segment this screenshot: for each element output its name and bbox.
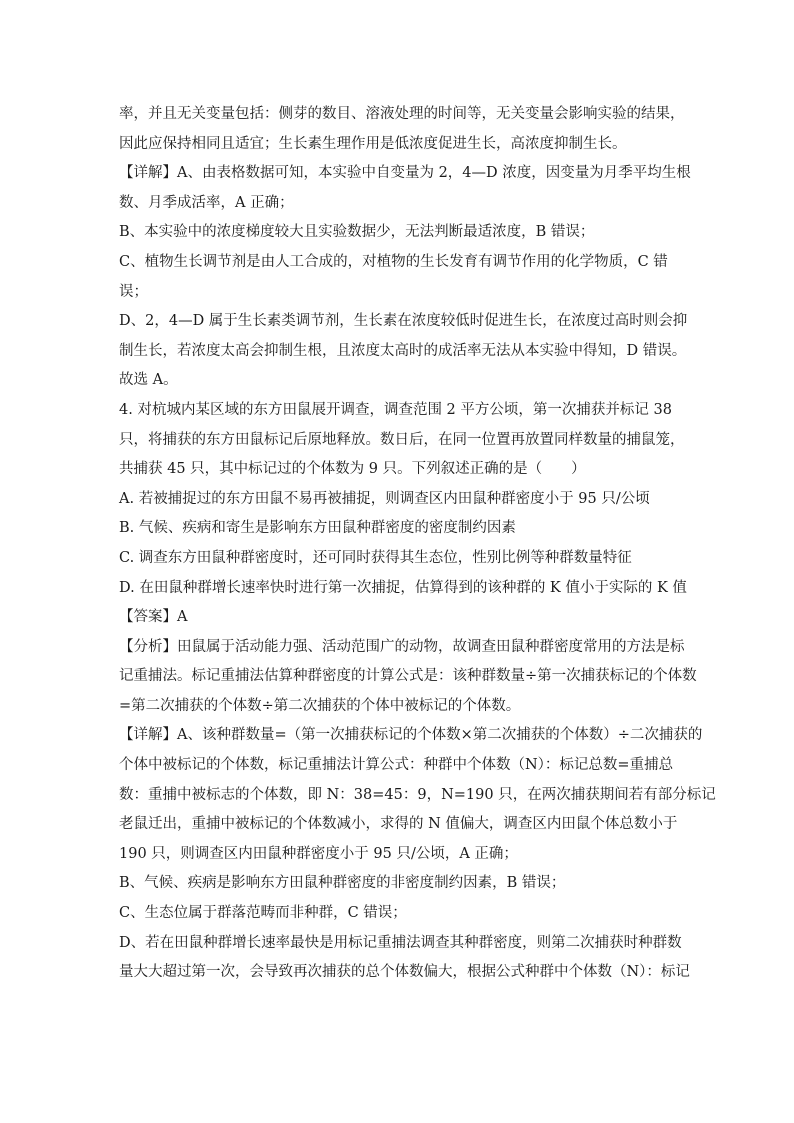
question-4-stem: 共捕获 45 只，其中标记过的个体数为 9 只。下列叙述正确的是（ ） bbox=[119, 461, 586, 478]
text-line: 【详解】A、由表格数据可知，本实验中自变量为 2，4—D 浓度，因变量为月季平均生根 bbox=[119, 165, 691, 182]
question-4-stem: 只，将捕获的东方田鼠标记后原地释放。数日后，在同一位置再放置同样数量的捕鼠笼， bbox=[119, 431, 685, 448]
answer-line: 【答案】A bbox=[119, 609, 188, 626]
text-line: B、本实验中的浓度梯度较大且实验数据少，无法判断最适浓度，B 错误； bbox=[119, 224, 595, 241]
explanation-line: 量大大超过第一次，会导致再次捕获的总个体数偏大，根据公式种群中个体数（N）：标记 bbox=[119, 964, 690, 981]
analysis-line: 记重捕法。标记重捕法估算种群密度的计算公式是：该种群数量÷第一次捕获标记的个体数 bbox=[119, 668, 697, 685]
explanation-line: 个体中被标记的个体数，标记重捕法计算公式：种群中个体数（N）：标记总数=重捕总 bbox=[119, 757, 674, 774]
option-a: A. 若被捕捉过的东方田鼠不易再被捕捉，则调查区内田鼠种群密度小于 95 只/公顷 bbox=[119, 490, 650, 507]
question-4-stem: 4. 对杭城内某区域的东方田鼠展开调查，调查范围 2 平方公顷，第一次捕获并标记 38 bbox=[119, 401, 672, 418]
text-line: 率，并且无关变量包括：侧芽的数目、溶液处理的时间等，无关变量会影响实验的结果， bbox=[119, 106, 685, 122]
explanation-line: D、若在田鼠种群增长速率最快是用标记重捕法调查其种群密度，则第二次捕获时种群数 bbox=[119, 934, 682, 951]
explanation-line: 老鼠迁出，重捕中被标记的个体数减小，求得的 N 值偏大，调查区内田鼠个体总数小于 bbox=[119, 816, 678, 833]
explanation-line: C、生态位属于群落范畴而非种群，C 错误； bbox=[119, 905, 407, 922]
analysis-line: =第二次捕获的个体数÷第二次捕获的个体中被标记的个体数。 bbox=[119, 697, 521, 714]
document-body bbox=[119, 100, 716, 988]
explanation-line: 数：重捕中被标志的个体数，即 N：38=45：9，N=190 只，在两次捕获期间若有部分标记 bbox=[119, 786, 716, 803]
text-line: 故选 A。 bbox=[119, 372, 178, 389]
explanation-line: 190 只，则调查区内田鼠种群密度小于 95 只/公顷，A 正确； bbox=[119, 845, 518, 862]
explanation-line: B、气候、疾病是影响东方田鼠种群密度的非密度制约因素，B 错误； bbox=[119, 875, 566, 892]
text-line: 误； bbox=[119, 283, 148, 300]
text-line: 数、月季成活率，A 正确； bbox=[119, 194, 294, 211]
option-b: B. 气候、疾病和寄生是影响东方田鼠种群密度的密度制约因素 bbox=[119, 520, 516, 537]
option-d: D. 在田鼠种群增长速率快时进行第一次捕捉，估算得到的该种群的 K 值小于实际的 K 值 bbox=[119, 579, 687, 596]
analysis-line: 【分析】田鼠属于活动能力强、活动范围广的动物，故调查田鼠种群密度常用的方法是标 bbox=[119, 638, 685, 655]
text-line: D、2，4—D 属于生长素类调节剂，生长素在浓度较低时促进生长，在浓度过高时则会抑 bbox=[119, 313, 688, 330]
text-line: 因此应保持相同且适宜；生长素生理作用是低浓度促进生长，高浓度抑制生长。 bbox=[119, 135, 627, 152]
text-line: C、植物生长调节剂是由人工合成的，对植物的生长发育有调节作用的化学物质，C 错 bbox=[119, 253, 668, 270]
text-line: 制生长，若浓度太高会抑制生根，且浓度太高时的成活率无法从本实验中得知，D 错误。 bbox=[119, 342, 687, 359]
option-c: C. 调查东方田鼠种群密度时，还可同时获得其生态位，性别比例等种群数量特征 bbox=[119, 549, 632, 566]
explanation-line: 【详解】A、该种群数量=（第一次捕获标记的个体数×第二次捕获的个体数）÷二次捕获的 bbox=[119, 727, 703, 744]
